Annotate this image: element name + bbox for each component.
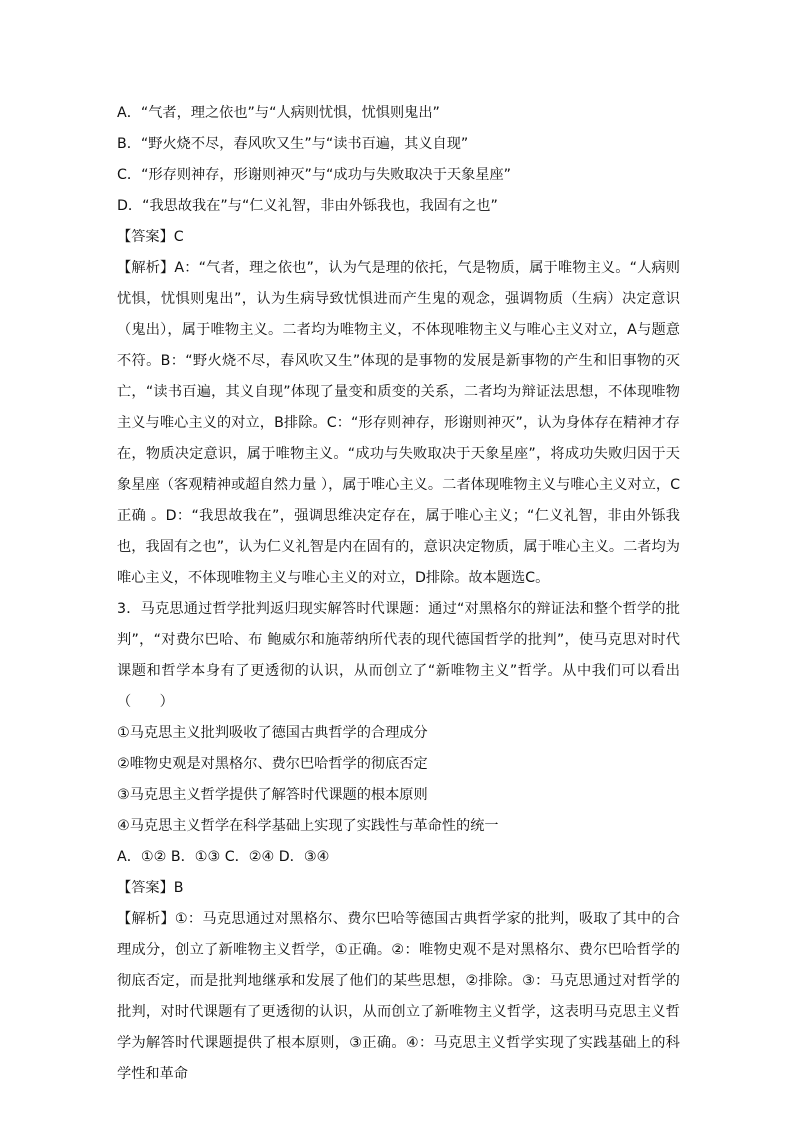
question-3-answer: 【答案】B — [117, 880, 184, 896]
question-3-item-1: ①马克思主义批判吸收了德国古典哲学的合理成分 — [117, 725, 428, 741]
question-2-option-d: D．“我思故我在”与“仁义礼智，非由外铄我也，我固有之也” — [117, 198, 498, 214]
question-2-option-c: C．“形存则神存，形谢则神灭”与“成功与失败取决于天象星座” — [117, 167, 511, 183]
question-3-item-2: ②唯物史观是对黑格尔、费尔巴哈哲学的彻底否定 — [117, 756, 428, 772]
question-2-analysis: 【解析】A：“气者，理之依也”，认为气是理的依托，气是物质，属于唯物主义。“人病则忧惧，忧惧则鬼出”，认为生病导致忧惧进而产生鬼的观念，强调物质（生病）决定意识（鬼出），属于唯物主义。二者均为唯物主义，不体现唯物主义与唯心主义对立，A与题意不符。B：“野火烧不尽，春风吹又生”体现的是事物的发展是新事物的产生和旧事物的灭亡，“读书百遍，其义自现”体现了量变和质变的关系，二者均为辩证法思想，不体现唯物主义与唯心主义的对立，B排除。C：“形存则神存，形谢则神灭”，认为身体存在精神才存在，物质决定意识，属于唯物主义。“成功与失败取决于天象星座”，将成功失败归因于天象星座（客观精神或超自然力量 ），属于唯心主义。二者体现唯物主义与唯心主义对立，C正确 。D：“我思故我在”，强调思维决定存在，属于唯心主义；“仁义礼智，非由外铄我也，我固有之也”，认为仁义礼智是内在固有的，意识决定物质，属于唯心主义。二者均为唯心主义，不体现唯物主义与唯心主义的对立，D排除。故本题选C。 — [117, 260, 680, 586]
question-3-choices: A．①② B．①③ C．②④ D．③④ — [117, 849, 330, 865]
question-2-option-b: B．“野火烧不尽，春风吹又生”与“读书百遍，其义自现” — [117, 136, 469, 152]
question-3-item-3: ③马克思主义哲学提供了解答时代课题的根本原则 — [117, 787, 428, 803]
question-3-analysis: 【解析】①：马克思通过对黑格尔、费尔巴哈等德国古典哲学家的批判，吸取了其中的合理成分，创立了新唯物主义哲学，①正确。②：唯物史观不是对黑格尔、费尔巴哈哲学的彻底否定，而是批判地继承和发展了他们的某些思想，②排除。③：马克思通过对哲学的批判，对时代课题有了更透彻的认识，从而创立了新唯物主义哲学，这表明马克思主义哲学为解答时代课题提供了根本原则，③正确。④：马克思主义哲学实现了实践基础上的科学性和革命 — [117, 911, 680, 1082]
question-2-option-a: A．“气者，理之依也”与“人病则忧惧，忧惧则鬼出” — [117, 105, 440, 121]
question-2-answer: 【答案】C — [117, 229, 184, 245]
page-content — [117, 98, 680, 1090]
question-3-stem: 3．马克思通过哲学批判返归现实解答时代课题：通过“对黑格尔的辩证法和整个哲学的批判”，“对费尔巴哈、布 鲍威尔和施蒂纳所代表的现代德国哲学的批判”，使马克思对时代课题和哲学本身有了更透彻的认识，从而创立了“新唯物主义”哲学。从中我们可以看出（ ） — [117, 601, 680, 710]
question-3-item-4: ④马克思主义哲学在科学基础上实现了实践性与革命性的统一 — [117, 818, 499, 834]
